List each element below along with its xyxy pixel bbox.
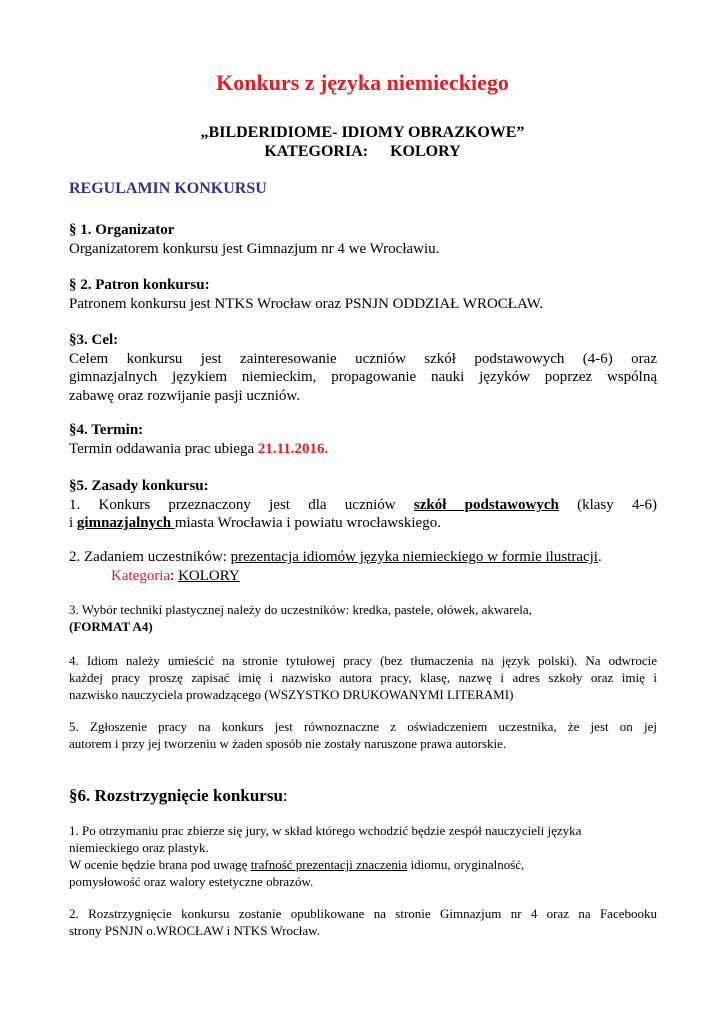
- section-1-text: Organizatorem konkursu jest Gimnazjum nr 4 we Wrocławiu.: [69, 240, 440, 257]
- section-6-point-2: [69, 905, 657, 939]
- section-organizator: [69, 221, 657, 258]
- subtitle-line-2: [0, 143, 725, 161]
- s6-point-2-line-2: strony PSNJN o.WROCŁAW i NTKS Wrocław.: [69, 923, 320, 938]
- section-zasady: [69, 477, 657, 533]
- section-cel: [69, 331, 657, 405]
- regulamin-heading: REGULAMIN KONKURSU: [69, 180, 267, 197]
- p1-gimnazjalnych: gimnazjalnych: [76, 515, 175, 531]
- point-2-text-c: .: [597, 549, 602, 565]
- section-5-point-2: [69, 548, 657, 585]
- point-4-line-1: 4. Idiom należy umieścić na stronie tytułowej pracy (bez tłumaczenia na język polski). Na odwrocie: [69, 653, 657, 668]
- page-title: Konkurs z języka niemieckiego: [216, 70, 509, 95]
- section-2-heading: § 2. Patron konkursu:: [69, 277, 210, 293]
- point-2-line-1: [69, 548, 657, 567]
- p1-text-a: 1. Konkurs przeznaczony jest dla uczniów: [69, 496, 414, 513]
- section-5-heading: §5. Zasady konkursu:: [69, 478, 209, 494]
- section-2-text: Patronem konkursu jest NTKS Wrocław oraz PSNJN ODDZIAŁ WROCŁAW.: [69, 295, 544, 312]
- s6-point-1-line-1: 1. Po otrzymaniu prac zbierze się jury, w skład którego wchodzić będzie zespół nauczycieli języka: [69, 823, 582, 838]
- point-3-line-2: (FORMAT A4): [69, 619, 153, 634]
- s6-underlined: trafność prezentacji znaczenia: [250, 857, 408, 872]
- point-2-text-a: 2. Zadaniem uczestników:: [69, 549, 231, 565]
- deadline-label: Termin oddawania prac ubiega: [69, 440, 258, 457]
- s6-point-1-line-2: niemieckiego oraz plastyk.: [69, 840, 209, 855]
- section-4-text: [69, 440, 657, 459]
- s6-point-1-line-4: pomysłowość oraz walory estetyczne obrazów.: [69, 874, 314, 889]
- section-6-heading-colon: :: [282, 786, 288, 805]
- section-5-p1-line-1: [69, 496, 657, 515]
- point-5-line-2: autorem i przy jej tworzeniu w żaden sposób nie zostały naruszone prawa autorskie.: [69, 736, 507, 751]
- section-5-point-4: [69, 652, 657, 703]
- p1-text-f: miasta Wrocławia i powiatu wrocławskiego.: [174, 515, 441, 531]
- point-2-category-value: KOLORY: [178, 567, 240, 584]
- point-5-line-1: 5. Zgłoszenie pracy na konkurs jest równoznaczne z oświadczeniem uczestnika, że jest on jej: [69, 719, 657, 734]
- section-3-line-3: zabawę oraz rozwijanie pasji uczniów.: [69, 387, 300, 404]
- subtitle-line-1: „BILDERIDIOME- IDIOMY OBRAZKOWE”: [200, 124, 525, 141]
- category-label: KATEGORIA:: [264, 143, 369, 160]
- section-5-p1-line-2: [69, 514, 657, 533]
- s6-text-c: idiomu, oryginalność,: [407, 857, 525, 872]
- point-2-category: [69, 567, 657, 586]
- section-1-heading: § 1. Organizator: [69, 222, 175, 238]
- point-2-category-colon: :: [170, 567, 179, 584]
- s6-point-1-line-3: [69, 856, 657, 873]
- category-value: KOLORY: [390, 143, 461, 160]
- deadline-date: 21.11.2016.: [257, 440, 329, 457]
- p1-szkoly-podstawowe: szkół podstawowych: [413, 496, 559, 513]
- point-2-category-label: Kategoria: [111, 567, 171, 584]
- point-2-underlined: prezentacja idiomów języka niemieckiego w formie ilustracji: [230, 549, 598, 565]
- section-patron: [69, 276, 657, 313]
- p1-text-d: i: [69, 515, 77, 531]
- section-5-point-5: [69, 718, 657, 752]
- section-3-line-1: Celem konkursu jest zainteresowanie uczniów szkół podstawowych (4-6) oraz: [69, 350, 657, 367]
- section-4-heading: §4. Termin:: [69, 422, 144, 438]
- point-3-line-1: 3. Wybór techniki plastycznej należy do uczestników: kredka, pastele, ołówek, akwarela,: [69, 602, 532, 617]
- point-4-line-3: nazwisko nauczyciela prowadzącego (WSZYSTKO DRUKOWANYMI LITERAMI): [69, 687, 514, 702]
- s6-point-2-line-1: 2. Rozstrzygnięcie konkursu zostanie opublikowane na stronie Gimnazjum nr 4 oraz na Facebooku: [69, 906, 657, 921]
- p1-text-c: (klasy 4-6): [558, 496, 658, 513]
- section-6-heading: [69, 786, 288, 806]
- section-3-line-2: gimnazjalnych językiem niemieckim, propagowanie nauki języków poprzez wspólną: [69, 369, 657, 385]
- point-4-line-2: każdej pracy proszę zapisać imię i nazwisko autora pracy, klasę, nazwę i adres szkoły oraz imię i: [69, 670, 657, 685]
- section-3-heading: §3. Cel:: [69, 332, 119, 348]
- section-termin: [69, 421, 657, 458]
- section-6-heading-text: §6. Rozstrzygnięcie konkursu: [69, 786, 283, 805]
- s6-text-a: W ocenie będzie brana pod uwagę: [69, 857, 251, 872]
- section-5-point-3: [69, 601, 657, 635]
- section-6-point-1: [69, 822, 657, 890]
